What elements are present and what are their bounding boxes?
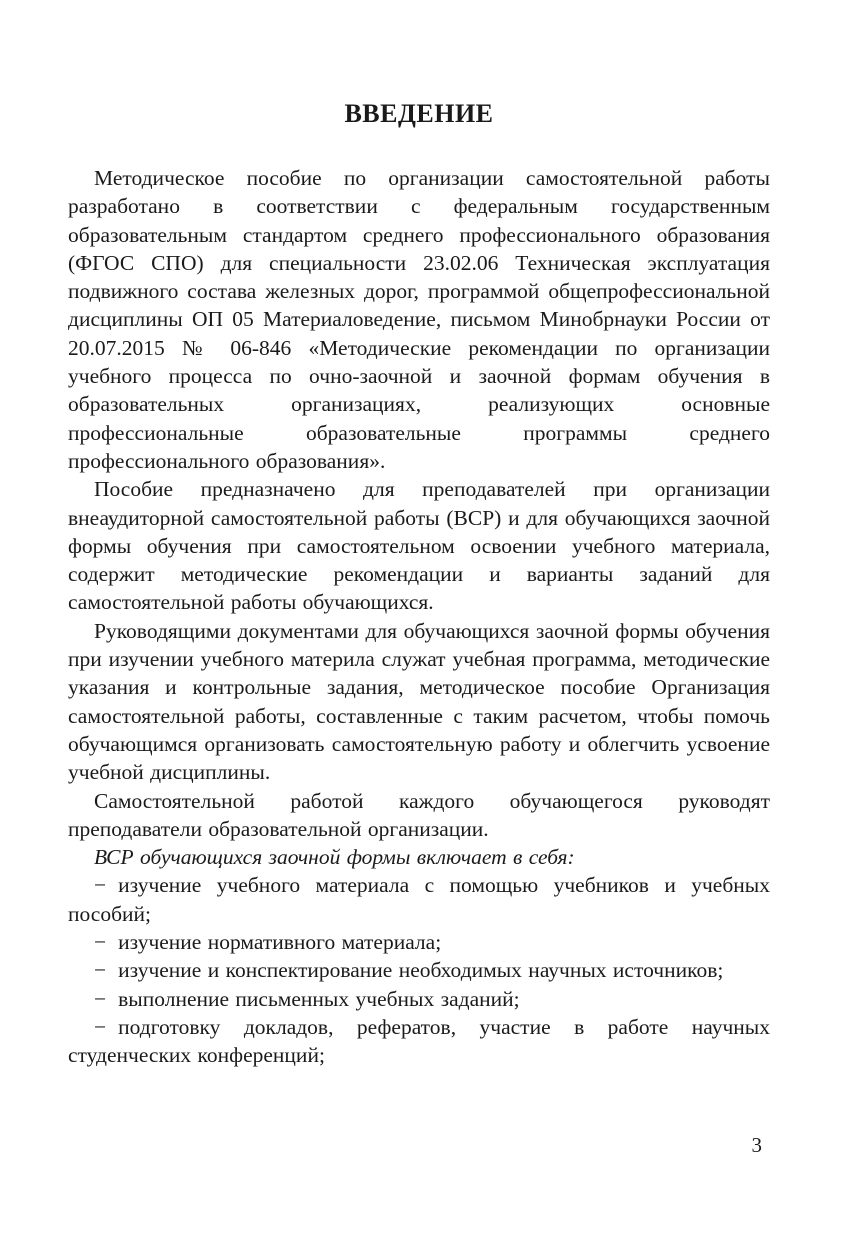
list-item (68, 1013, 770, 1070)
paragraph-guiding-documents: Руководящими документами для обучающихся заочной формы обучения при изучении учебного материла служат учебная программа, методические указания и контрольные задания, методическое пособие Организация самостоятельной работы, составленные с таким расчетом, чтобы помочь обучающимся организовать самостоятельную работу и облегчить усвоение учебной дисциплины. (68, 618, 770, 785)
list-lead-in: ВСР обучающихся заочной формы включает в себя: (94, 845, 575, 870)
list-item-text: подготовку докладов, рефератов, участие в работе научных студенческих конференций; (68, 1014, 770, 1068)
list-dash-marker: − (94, 1014, 107, 1039)
paragraph-purpose: Пособие предназначено для преподавателей при организации внеаудиторной самостоятельной работы (ВСР) и для обучающихся заочной формы обучения при самостоятельном освоении учебного материала, содержит методические рекомендации и варианты заданий для самостоятельной работы обучающихся. (68, 477, 770, 615)
list-item (68, 928, 770, 956)
list-dash-marker: − (94, 930, 107, 955)
list-dash-marker: − (94, 873, 107, 898)
page-number: 3 (751, 1133, 762, 1157)
list-dash-marker: − (94, 986, 107, 1011)
list-item-text: изучение и конспектирование необходимых научных источников; (118, 958, 724, 983)
page-content (68, 100, 770, 1070)
chapter-title: ВВЕДЕНИЕ (344, 99, 494, 128)
list-item-text: выполнение письменных учебных заданий; (118, 986, 520, 1011)
list-item (68, 871, 770, 928)
list-item (68, 985, 770, 1013)
paragraph-intro: Методическое пособие по организации самостоятельной работы разработано в соответствии с федеральным государственным образовательным стандартом среднего профессионального образования (ФГОС СПО) для специальности 23.02.06 Техническая эксплуатация подвижного состава железных дорог, программой общепрофессиональной дисциплины ОП 05 Материаловедение, письмом Минобрнауки России от 20.07.2015 № 06-846 «Методические рекомендации по организации учебного процесса по очно-заочной и заочной формам обучения в образовательных организациях, реализующих основные профессиональные образовательные программы среднего профессионального образования». (68, 166, 770, 473)
list-item-text: изучение учебного материала с помощью учебников и учебных пособий; (68, 873, 770, 926)
list-item-text: изучение нормативного материала; (118, 930, 442, 955)
list-item (68, 956, 770, 984)
list-dash-marker: − (94, 958, 107, 983)
paragraph-supervision: Самостоятельной работой каждого обучающегося руководят преподаватели образовательной организации. (68, 788, 770, 841)
